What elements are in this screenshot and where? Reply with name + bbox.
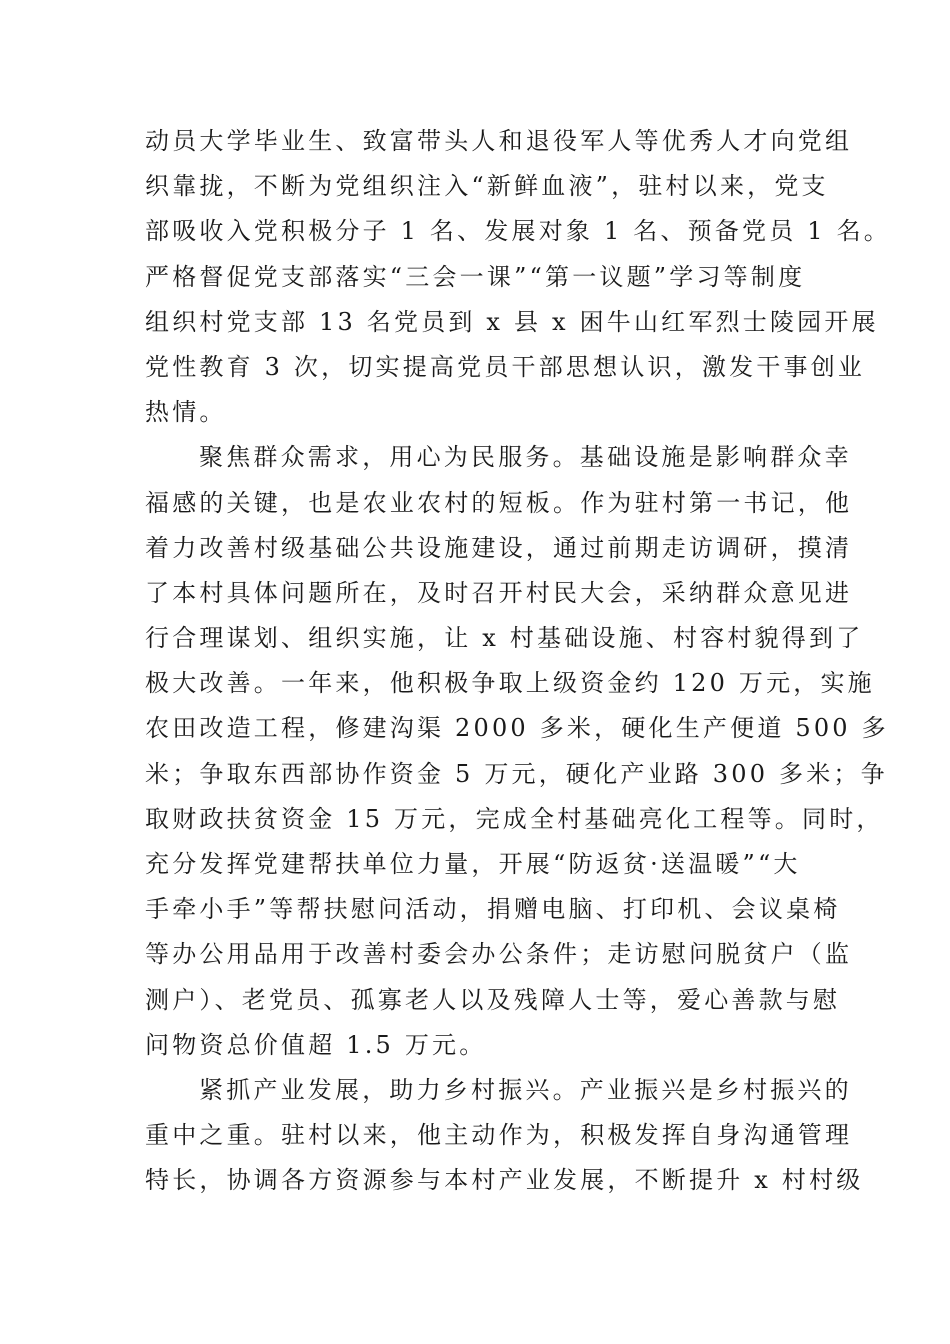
- document-body: [145, 119, 891, 1204]
- text-line: 聚焦群众需求，用心为民服务。基础设施是影响群众幸: [199, 443, 852, 472]
- text-line: 测户）、老党员、孤寡老人以及残障人士等，爱心善款与慰: [145, 985, 841, 1014]
- paragraph-industry-development: [145, 1068, 864, 1204]
- paragraph-party-building: [145, 119, 891, 435]
- text-line: 等办公用品用于改善村委会办公条件；走访慰问脱贫户（监: [145, 940, 853, 969]
- text-line: 充分发挥党建帮扶单位力量，开展“防返贫·送温暖”“大: [145, 850, 801, 878]
- text-line: 组织村党支部 13 名党员到 x 县 x 困牛山红军烈士陵园开展: [145, 307, 879, 336]
- text-line: 紧抓产业发展，助力乡村振兴。产业振兴是乡村振兴的: [199, 1075, 852, 1104]
- text-line: 行合理谋划、组织实施，让 x 村基础设施、村容村貌得到了: [145, 624, 864, 653]
- text-line: 米；争取东西部协作资金 5 万元，硬化产业路 300 多米；争: [145, 759, 888, 788]
- text-line: 问物资总价值超 1.5 万元。: [145, 1030, 487, 1059]
- text-line: 福感的关键，也是农业农村的短板。作为驻村第一书记，他: [145, 488, 853, 517]
- text-line: 取财政扶贫资金 15 万元，完成全村基础亮化工程等。同时，: [145, 804, 884, 833]
- text-line: 重中之重。驻村以来，他主动作为，积极发挥自身沟通管理: [145, 1121, 853, 1150]
- text-line: 严格督促党支部落实“三会一课”“第一议题”学习等制度: [145, 262, 806, 291]
- text-line: 动员大学毕业生、致富带头人和退役军人等优秀人才向党组: [145, 127, 853, 155]
- text-line: 部吸收入党积极分子 1 名、发展对象 1 名、预备党员 1 名。: [145, 217, 891, 246]
- text-line: 着力改善村级基础公共设施建设，通过前期走访调研，摸清: [145, 533, 853, 562]
- paragraph-public-service: [145, 435, 889, 1068]
- text-line: 特长，协调各方资源参与本村产业发展，不断提升 x 村村级: [145, 1166, 864, 1195]
- text-line: 农田改造工程，修建沟渠 2000 多米，硬化生产便道 500 多: [145, 714, 889, 743]
- text-line: 手牵小手”等帮扶慰问活动，捐赠电脑、打印机、会议桌椅: [145, 895, 841, 924]
- text-line: 党性教育 3 次，切实提高党员干部思想认识，激发干事创业: [145, 352, 866, 381]
- text-line: 极大改善。一年来，他积极争取上级资金约 120 万元，实施: [145, 669, 875, 698]
- text-line: 了本村具体问题所在，及时召开村民大会，采纳群众意见进: [145, 578, 853, 607]
- text-line: 织靠拢，不断为党组织注入“新鲜血液”，驻村以来，党支: [145, 172, 829, 201]
- text-line: 热情。: [145, 398, 227, 427]
